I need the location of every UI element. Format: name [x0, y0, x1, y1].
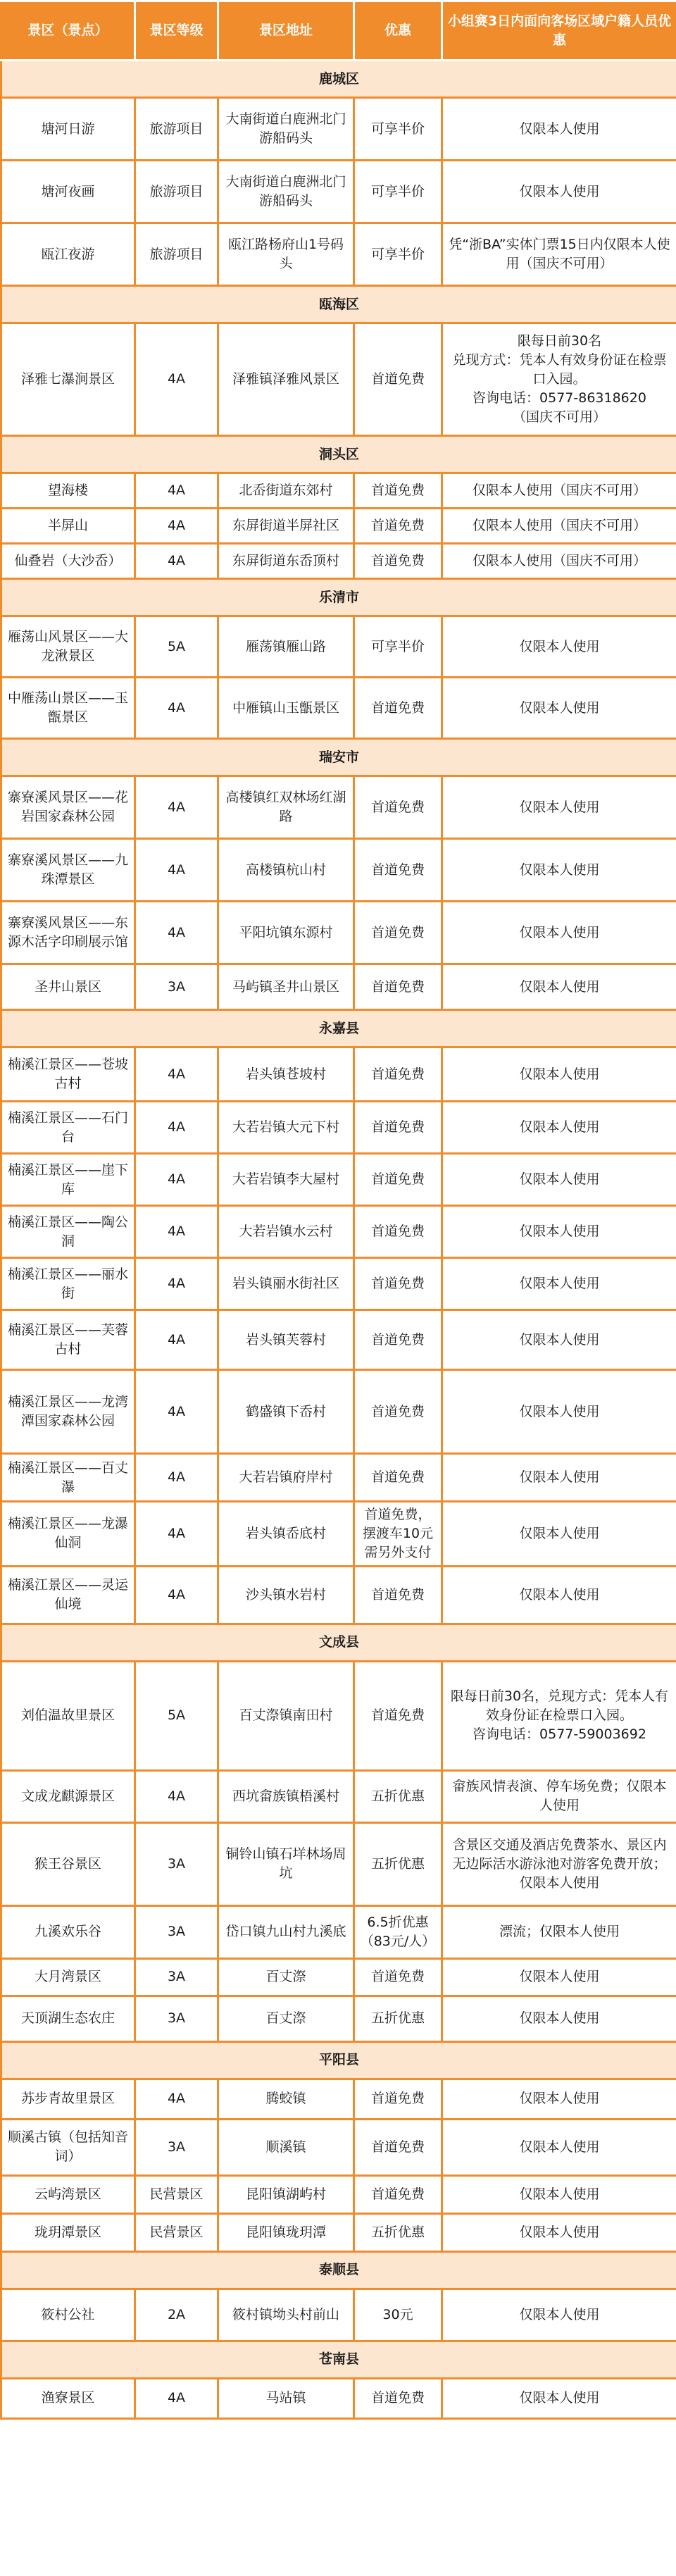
level-cell: 4A	[135, 2079, 218, 2119]
scenic-spot-cell: 寨寮溪风景区——东源木活字印刷展示馆	[1, 902, 135, 964]
district-name: 瑞安市	[1, 739, 676, 776]
level-cell: 4A	[135, 1047, 218, 1102]
scenic-spot-cell: 珑玥潭景区	[1, 2213, 135, 2251]
level-cell: 3A	[135, 1905, 218, 1958]
discount-cell: 首道免费	[354, 902, 442, 964]
away-fan-discount-cell: 仅限本人使用	[442, 1206, 676, 1258]
discount-cell: 首道免费	[354, 1661, 442, 1770]
level-cell: 4A	[135, 1770, 218, 1822]
table-row	[1, 902, 676, 964]
discount-cell: 首道免费	[354, 1102, 442, 1154]
away-fan-discount-cell: 仅限本人使用	[442, 1047, 676, 1102]
address-cell: 大若岩镇李大屋村	[218, 1154, 354, 1206]
table-row	[1, 1154, 676, 1206]
address-cell: 瓯江路杨府山1号码头	[218, 223, 354, 286]
address-cell: 昆阳镇湖屿村	[218, 2175, 354, 2213]
away-fan-discount-cell: 仅限本人使用	[442, 1102, 676, 1154]
level-cell: 4A	[135, 1454, 218, 1502]
district-name: 鹿城区	[1, 61, 676, 98]
level-cell: 民营景区	[135, 2175, 218, 2213]
discount-cell: 30元	[354, 2289, 442, 2341]
table-row	[1, 98, 676, 161]
level-cell: 3A	[135, 1822, 218, 1905]
level-cell: 旅游项目	[135, 98, 218, 161]
header-away-fan-discount: 小组赛3日内面向客场区域户籍人员优惠	[442, 1, 676, 61]
district-name: 苍南县	[1, 2341, 676, 2378]
table-row	[1, 964, 676, 1010]
away-fan-discount-cell: 仅限本人使用	[442, 1454, 676, 1502]
discount-cell: 首道免费	[354, 323, 442, 436]
address-cell: 雁荡镇雁山路	[218, 616, 354, 678]
discount-cell: 五折优惠	[354, 1822, 442, 1905]
level-cell: 5A	[135, 616, 218, 678]
scenic-spot-cell: 天顶湖生态农庄	[1, 1996, 135, 2041]
scenic-spot-cell: 楠溪江景区——龙湾潭国家森林公园	[1, 1370, 135, 1454]
away-fan-discount-cell: 含景区交通及酒店免费茶水、景区内无边际活水游泳池对游客免费开放；仅限本人使用	[442, 1822, 676, 1905]
table-row	[1, 161, 676, 223]
address-cell: 百丈漈镇南田村	[218, 1661, 354, 1770]
level-cell: 4A	[135, 1370, 218, 1454]
discount-cell: 首道免费	[354, 2079, 442, 2119]
level-cell: 4A	[135, 1566, 218, 1624]
scenic-spot-cell: 文成龙麒源景区	[1, 1770, 135, 1822]
away-fan-discount-cell: 畲族风情表演、停车场免费；仅限本人使用	[442, 1770, 676, 1822]
level-cell: 4A	[135, 544, 218, 579]
address-cell: 中雁镇山玉甑景区	[218, 678, 354, 739]
table-row	[1, 1310, 676, 1370]
header-scenic-spot: 景区（景点）	[1, 1, 135, 61]
table-row	[1, 509, 676, 544]
address-cell: 腾蛟镇	[218, 2079, 354, 2119]
away-fan-discount-cell: 仅限本人使用	[442, 1502, 676, 1567]
level-cell: 旅游项目	[135, 223, 218, 286]
discount-cell: 首道免费	[354, 473, 442, 509]
address-cell: 沙头镇水岩村	[218, 1566, 354, 1624]
discount-cell: 首道免费	[354, 1258, 442, 1310]
scenic-spot-cell: 刘伯温故里景区	[1, 1661, 135, 1770]
table-row	[1, 1958, 676, 1996]
scenic-spot-cell: 楠溪江景区——芙蓉古村	[1, 1310, 135, 1370]
scenic-spot-cell: 楠溪江景区——苍坡古村	[1, 1047, 135, 1102]
discount-cell: 首道免费	[354, 776, 442, 839]
table-row	[1, 323, 676, 436]
level-cell: 2A	[135, 2289, 218, 2341]
scenic-spot-cell: 仙叠岩（大沙岙）	[1, 544, 135, 579]
scenic-spot-cell: 楠溪江景区——崖下库	[1, 1154, 135, 1206]
discount-cell: 首道免费	[354, 839, 442, 902]
district-row	[1, 286, 676, 323]
level-cell: 3A	[135, 964, 218, 1010]
discount-cell: 首道免费	[354, 1370, 442, 1454]
discount-cell: 可享半价	[354, 98, 442, 161]
district-name: 泰顺县	[1, 2251, 676, 2289]
district-row	[1, 739, 676, 776]
discount-cell: 首道免费，摆渡车10元需另外支付	[354, 1502, 442, 1567]
scenic-spot-cell: 塘河日游	[1, 98, 135, 161]
district-row	[1, 61, 676, 98]
level-cell: 3A	[135, 1996, 218, 2041]
discount-cell: 6.5折优惠（83元/人）	[354, 1905, 442, 1958]
scenic-spot-cell: 顺溪古镇（包括知音词）	[1, 2119, 135, 2175]
level-cell: 4A	[135, 1502, 218, 1567]
address-cell: 马站镇	[218, 2378, 354, 2418]
away-fan-discount-cell: 仅限本人使用	[442, 678, 676, 739]
address-cell: 岱口镇九山村九溪底	[218, 1905, 354, 1958]
away-fan-discount-cell: 仅限本人使用	[442, 616, 676, 678]
district-row	[1, 1624, 676, 1661]
away-fan-discount-cell: 仅限本人使用	[442, 1310, 676, 1370]
address-cell: 鹤盛镇下岙村	[218, 1370, 354, 1454]
table-row	[1, 2119, 676, 2175]
scenic-spot-cell: 楠溪江景区——陶公洞	[1, 1206, 135, 1258]
level-cell: 4A	[135, 509, 218, 544]
away-fan-discount-cell: 仅限本人使用	[442, 98, 676, 161]
address-cell: 铜铃山镇石垟林场周坑	[218, 1822, 354, 1905]
table-row	[1, 1502, 676, 1567]
table-row	[1, 1566, 676, 1624]
address-cell: 北岙街道东郊村	[218, 473, 354, 509]
district-name: 文成县	[1, 1624, 676, 1661]
away-fan-discount-cell: 仅限本人使用	[442, 2289, 676, 2341]
table-row	[1, 2289, 676, 2341]
scenic-spot-cell: 雁荡山风景区——大龙湫景区	[1, 616, 135, 678]
district-row	[1, 1010, 676, 1047]
address-cell: 昆阳镇珑玥潭	[218, 2213, 354, 2251]
table-row	[1, 1770, 676, 1822]
away-fan-discount-cell: 仅限本人使用	[442, 1958, 676, 1996]
table-row	[1, 1454, 676, 1502]
district-row	[1, 2251, 676, 2289]
away-fan-discount-cell: 仅限本人使用	[442, 1996, 676, 2041]
district-name: 平阳县	[1, 2041, 676, 2079]
table-row	[1, 1905, 676, 1958]
table-header-row	[1, 1, 676, 61]
table-row	[1, 1370, 676, 1454]
scenic-spot-cell: 大月湾景区	[1, 1958, 135, 1996]
address-cell: 筱村镇坳头村前山	[218, 2289, 354, 2341]
discount-cell: 首道免费	[354, 509, 442, 544]
discount-cell: 可享半价	[354, 223, 442, 286]
away-fan-discount-cell: 仅限本人使用（国庆不可用）	[442, 473, 676, 509]
address-cell: 百丈漈	[218, 1996, 354, 2041]
table-row	[1, 2175, 676, 2213]
address-cell: 大南街道白鹿洲北门游船码头	[218, 161, 354, 223]
table-row	[1, 2079, 676, 2119]
away-fan-discount-cell: 仅限本人使用（国庆不可用）	[442, 544, 676, 579]
discount-cell: 可享半价	[354, 616, 442, 678]
district-name: 洞头区	[1, 436, 676, 473]
level-cell: 4A	[135, 1102, 218, 1154]
level-cell: 4A	[135, 1154, 218, 1206]
scenic-spot-cell: 塘河夜画	[1, 161, 135, 223]
away-fan-discount-cell: 仅限本人使用	[442, 2079, 676, 2119]
scenic-spot-cell: 寨寮溪风景区——花岩国家森林公园	[1, 776, 135, 839]
table-row	[1, 1102, 676, 1154]
scenic-spot-cell: 楠溪江景区——丽水街	[1, 1258, 135, 1310]
away-fan-discount-cell: 凭“浙BA”实体门票15日内仅限本人使用（国庆不可用）	[442, 223, 676, 286]
discount-cell: 首道免费	[354, 1958, 442, 1996]
discount-cell: 首道免费	[354, 1154, 442, 1206]
level-cell: 民营景区	[135, 2213, 218, 2251]
scenic-spot-cell: 苏步青故里景区	[1, 2079, 135, 2119]
away-fan-discount-cell: 仅限本人使用	[442, 964, 676, 1010]
district-row	[1, 2041, 676, 2079]
table-row	[1, 1047, 676, 1102]
level-cell: 3A	[135, 2119, 218, 2175]
district-name: 乐清市	[1, 579, 676, 616]
away-fan-discount-cell: 仅限本人使用	[442, 2175, 676, 2213]
address-cell: 平阳坑镇东源村	[218, 902, 354, 964]
discount-cell: 五折优惠	[354, 1996, 442, 2041]
scenic-spot-cell: 圣井山景区	[1, 964, 135, 1010]
address-cell: 大若岩镇水云村	[218, 1206, 354, 1258]
level-cell: 4A	[135, 473, 218, 509]
scenic-spot-cell: 九溪欢乐谷	[1, 1905, 135, 1958]
header-level: 景区等级	[135, 1, 218, 61]
discount-cell: 首道免费	[354, 678, 442, 739]
level-cell: 4A	[135, 323, 218, 436]
table-row	[1, 616, 676, 678]
scenic-spot-cell: 中雁荡山景区——玉甑景区	[1, 678, 135, 739]
discount-cell: 首道免费	[354, 1310, 442, 1370]
header-discount: 优惠	[354, 1, 442, 61]
scenic-spot-cell: 筱村公社	[1, 2289, 135, 2341]
scenic-spot-cell: 楠溪江景区——灵运仙境	[1, 1566, 135, 1624]
district-row	[1, 579, 676, 616]
level-cell: 4A	[135, 1258, 218, 1310]
table-row	[1, 2378, 676, 2418]
address-cell: 岩头镇芙蓉村	[218, 1310, 354, 1370]
discount-cell: 首道免费	[354, 2378, 442, 2418]
table-row	[1, 776, 676, 839]
address-cell: 大南街道白鹿洲北门游船码头	[218, 98, 354, 161]
scenic-spot-cell: 半屏山	[1, 509, 135, 544]
scenic-spot-cell: 楠溪江景区——龙瀑仙洞	[1, 1502, 135, 1567]
away-fan-discount-cell: 仅限本人使用	[442, 1370, 676, 1454]
level-cell: 3A	[135, 1958, 218, 1996]
address-cell: 顺溪镇	[218, 2119, 354, 2175]
table-row	[1, 473, 676, 509]
away-fan-discount-cell: 仅限本人使用	[442, 776, 676, 839]
level-cell: 旅游项目	[135, 161, 218, 223]
table-row	[1, 1822, 676, 1905]
discount-cell: 五折优惠	[354, 1770, 442, 1822]
table-row	[1, 839, 676, 902]
table-row	[1, 1206, 676, 1258]
away-fan-discount-cell: 仅限本人使用	[442, 902, 676, 964]
district-name: 永嘉县	[1, 1010, 676, 1047]
district-row	[1, 2341, 676, 2378]
scenic-spot-cell: 云屿湾景区	[1, 2175, 135, 2213]
address-cell: 百丈漈	[218, 1958, 354, 1996]
district-row	[1, 436, 676, 473]
away-fan-discount-cell: 仅限本人使用	[442, 2378, 676, 2418]
level-cell: 5A	[135, 1661, 218, 1770]
level-cell: 4A	[135, 839, 218, 902]
table-row	[1, 544, 676, 579]
scenic-spot-cell: 猴王谷景区	[1, 1822, 135, 1905]
table-row	[1, 223, 676, 286]
discount-cell: 首道免费	[354, 964, 442, 1010]
address-cell: 大若岩镇大元下村	[218, 1102, 354, 1154]
scenic-spot-cell: 瓯江夜游	[1, 223, 135, 286]
discount-cell: 首道免费	[354, 1206, 442, 1258]
discount-cell: 首道免费	[354, 1454, 442, 1502]
away-fan-discount-cell: 仅限本人使用	[442, 2213, 676, 2251]
scenic-spot-cell: 寨寮溪风景区——九珠潭景区	[1, 839, 135, 902]
away-fan-discount-cell: 仅限本人使用	[442, 1154, 676, 1206]
level-cell: 4A	[135, 1206, 218, 1258]
away-fan-discount-cell: 仅限本人使用	[442, 1258, 676, 1310]
away-fan-discount-cell: 限每日前30名，兑现方式：凭本人有效身份证在检票口入园。 咨询电话：0577-59003692	[442, 1661, 676, 1770]
away-fan-discount-cell: 仅限本人使用	[442, 161, 676, 223]
scenic-spot-cell: 泽雅七瀑涧景区	[1, 323, 135, 436]
away-fan-discount-cell: 仅限本人使用（国庆不可用）	[442, 509, 676, 544]
address-cell: 岩头镇苍坡村	[218, 1047, 354, 1102]
discount-cell: 五折优惠	[354, 2213, 442, 2251]
discount-cell: 首道免费	[354, 2175, 442, 2213]
address-cell: 西坑畲族镇梧溪村	[218, 1770, 354, 1822]
district-name: 瓯海区	[1, 286, 676, 323]
level-cell: 4A	[135, 2378, 218, 2418]
table-row	[1, 2213, 676, 2251]
discount-cell: 首道免费	[354, 1047, 442, 1102]
table-row	[1, 1258, 676, 1310]
discount-cell: 可享半价	[354, 161, 442, 223]
away-fan-discount-cell: 仅限本人使用	[442, 2119, 676, 2175]
table-row	[1, 1661, 676, 1770]
away-fan-discount-cell: 限每日前30名 兑现方式：凭本人有效身份证在检票口入园。 咨询电话：0577-86318620 （国庆不可用）	[442, 323, 676, 436]
away-fan-discount-cell: 仅限本人使用	[442, 1566, 676, 1624]
table-row	[1, 1996, 676, 2041]
address-cell: 马屿镇圣井山景区	[218, 964, 354, 1010]
away-fan-discount-cell: 漂流；仅限本人使用	[442, 1905, 676, 1958]
scenic-spot-cell: 渔寮景区	[1, 2378, 135, 2418]
discount-cell: 首道免费	[354, 544, 442, 579]
table-body	[1, 61, 676, 2419]
address-cell: 高楼镇杭山村	[218, 839, 354, 902]
level-cell: 4A	[135, 902, 218, 964]
level-cell: 4A	[135, 678, 218, 739]
address-cell: 泽雅镇泽雅风景区	[218, 323, 354, 436]
table-row	[1, 678, 676, 739]
address-cell: 岩头镇岙底村	[218, 1502, 354, 1567]
level-cell: 4A	[135, 776, 218, 839]
away-fan-discount-cell: 仅限本人使用	[442, 839, 676, 902]
address-cell: 岩头镇丽水街社区	[218, 1258, 354, 1310]
discount-cell: 首道免费	[354, 2119, 442, 2175]
address-cell: 东屏街道半屏社区	[218, 509, 354, 544]
address-cell: 大若岩镇府岸村	[218, 1454, 354, 1502]
discount-cell: 首道免费	[354, 1566, 442, 1624]
scenic-spot-cell: 楠溪江景区——石门台	[1, 1102, 135, 1154]
scenic-spot-cell: 望海楼	[1, 473, 135, 509]
level-cell: 4A	[135, 1310, 218, 1370]
scenic-spot-cell: 楠溪江景区——百丈瀑	[1, 1454, 135, 1502]
address-cell: 东屏街道东岙顶村	[218, 544, 354, 579]
address-cell: 高楼镇红双林场红湖路	[218, 776, 354, 839]
header-address: 景区地址	[218, 1, 354, 61]
